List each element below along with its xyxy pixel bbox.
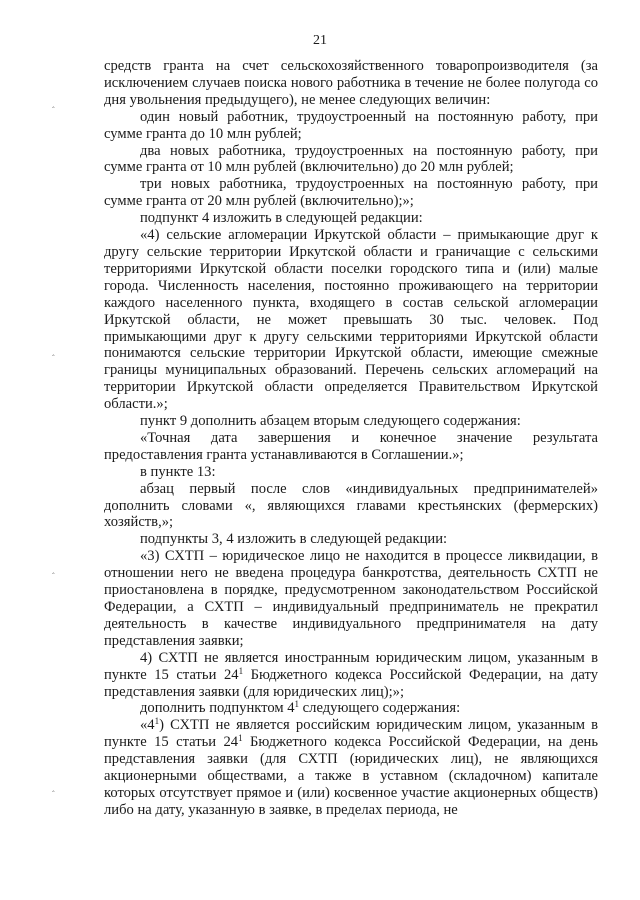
paragraph: подпункт 4 изложить в следующей редакции: (140, 210, 423, 227)
paragraph-text: дополнить подпунктом 4 (140, 700, 295, 717)
superscript: 1 (294, 699, 300, 710)
paragraph-text: следующего содержания: (299, 700, 461, 717)
paragraph (104, 650, 598, 701)
paragraph-text: 4) СХТП не является иностранным юридическим лицом, указанным в пункте 15 статьи 24 (104, 649, 598, 683)
paragraph: «Точная дата завершения и конечное значение результата предоставления гранта устанавливаются в Соглашении.»; (104, 429, 598, 463)
paragraph-text: «4 (140, 717, 155, 734)
margin-mark: ‸ (52, 99, 55, 108)
paragraph-text: Бюджетного кодекса Российской Федерации, на день представления заявки (для СХТП (юридических лиц), не являющихся акционерными обществами, а также в уставном (складочном) капитале которых отсутствует прямое и (или) косвенное участие акционерных обществ) либо на дату, указанную в заявке, в пределах периода, не (104, 734, 599, 818)
paragraph: «3) СХТП – юридическое лицо не находится в процессе ликвидации, в отношении него не введена процедура банкротства, деятельность СХТП не приостановлена в порядке, предусмотренном законодательством Российской Федерации, а СХТП – индивидуальный предприниматель не прекратил деятельность в качестве индивидуального предпринимателя на дату представления заявки; (104, 548, 598, 649)
paragraph-text: ) СХТП не является российским юридическим лицом, указанным в пункте 15 статьи 24 (104, 717, 598, 751)
paragraph (104, 717, 598, 818)
superscript: 1 (238, 733, 243, 744)
page-number: 21 (313, 33, 327, 48)
margin-mark: ‸ (52, 783, 55, 792)
document-body (104, 58, 598, 819)
paragraph (104, 700, 598, 717)
paragraph: три новых работника, трудоустроенных на постоянную работу, при сумме гранта от 20 млн рублей (включительно);»; (104, 176, 598, 210)
paragraph: пункт 9 дополнить абзацем вторым следующего содержания: (140, 413, 521, 430)
margin-mark: ‸ (52, 347, 55, 356)
superscript: 1 (238, 665, 244, 676)
paragraph-text: Бюджетного кодекса Российской Федерации, на дату представления заявки (для юридических лиц);»; (104, 666, 599, 700)
paragraph: абзац первый после слов «индивидуальных предпринимателей» дополнить словами «, являющихся главами крестьянских (фермерских) хозяйств,»; (104, 480, 598, 531)
superscript: 1 (154, 716, 160, 727)
margin-mark: ‸ (52, 565, 55, 574)
paragraph: в пункте 13: (140, 463, 216, 480)
paragraph: «4) сельские агломерации Иркутской области – примыкающие друг к другу сельские территории Иркутской области и граничащие с сельскими территориями Иркутской области поселки городского типа и (или) малые города. Численность населения, постоянно проживающего на территории каждого населенного пункта, входящего в состав сельской агломерации Иркутской области, не может превышать 30 тыс. человек. Под примыкающими друг к другу сельскими территориями Иркутской области понимаются сельские территории Иркутской области, имеющие смежные границы муниципальных образований. Перечень сельских агломераций на территории Иркутской области определяется Правительством Иркутской области.»; (104, 227, 598, 413)
paragraph: один новый работник, трудоустроенный на постоянную работу, при сумме гранта до 10 млн рублей; (104, 108, 598, 142)
paragraph: средств гранта на счет сельскохозяйственного товаропроизводителя (за исключением случаев поиска нового работника в течение не более полугода со дня увольнения предыдущего), не менее следующих величин: (104, 58, 598, 108)
paragraph: два новых работника, трудоустроенных на постоянную работу, при сумме гранта от 10 млн рублей (включительно) до 20 млн рублей; (104, 142, 598, 176)
paragraph: подпункты 3, 4 изложить в следующей редакции: (140, 531, 448, 548)
